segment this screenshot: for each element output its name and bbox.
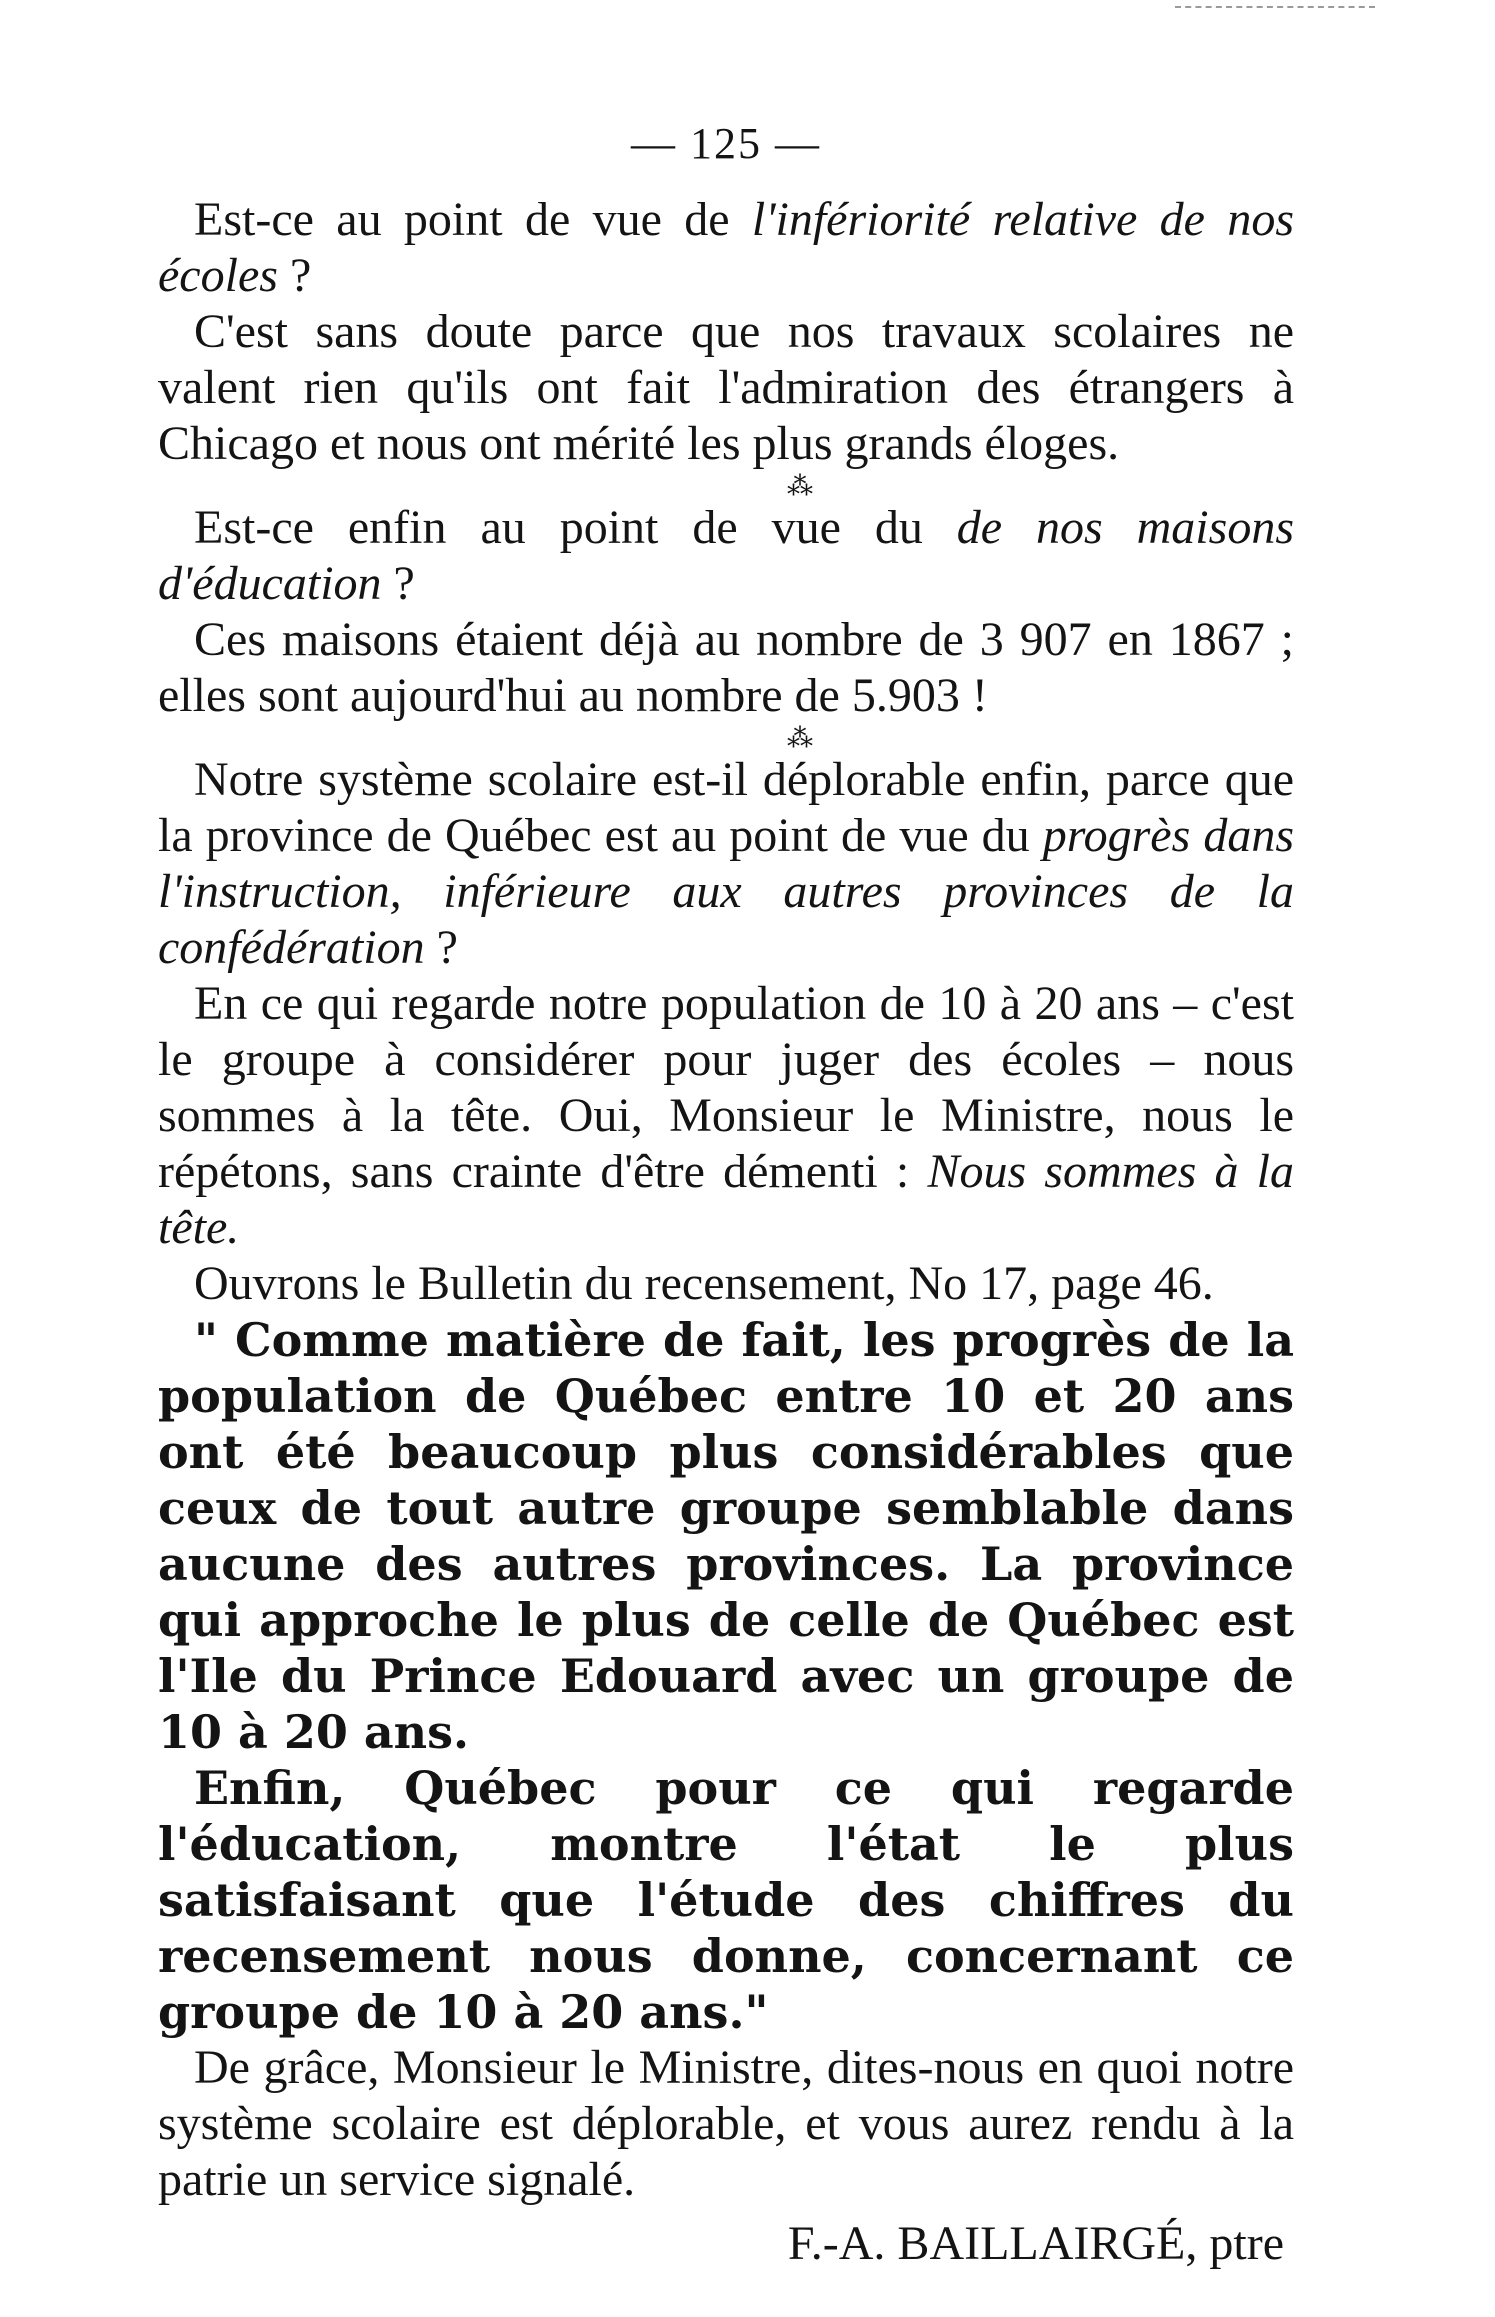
census-quotation: [158, 1312, 1294, 2040]
page-edge-mark: [1175, 0, 1375, 8]
p3-italic: de nos maisons d'éducation: [158, 501, 1295, 610]
quote-paragraph-1: " Comme matière de fait, les progrès de la population de Québec entre 10 et 20 ans ont été beaucoup plus considérables que ceux de tout autre groupe semblable dans aucune des autres provinces. La province qui approche le plus de celle de Québec est l'Ile du Prince Edouard avec un groupe de 10 à 20 ans.: [158, 1313, 1294, 1759]
p1-italic: l'infériorité relative de nos écoles: [158, 193, 1294, 302]
p3-end: ?: [381, 557, 415, 610]
p5-italic: progrès dans l'instruction, inférieure aux autres provinces de la confédération: [158, 809, 1294, 974]
text-column: [158, 118, 1294, 2274]
paragraph-question-progres: [158, 752, 1294, 976]
paragraph-maisons-count: Ces maisons étaient déjà au nombre de 3 907 en 1867 ; elles sont aujourd'hui au nombre de 5.903 !: [158, 613, 1294, 722]
p1-end: ?: [277, 249, 312, 302]
paragraph-chicago: C'est sans doute parce que nos travaux scolaires ne valent rien qu'ils ont fait l'admiration des étrangers à Chicago et nous ont mérité les plus grands éloges.: [158, 305, 1294, 470]
paragraph-population: [158, 976, 1294, 1256]
asterism-separator: ⁂: [787, 472, 815, 501]
signature: F.-A. BAILLAIRGÉ, ptre: [787, 2217, 1284, 2270]
paragraph-question-inferiority: [158, 192, 1294, 304]
p6-text: En ce qui regarde notre population de 10 à 20 ans – c'est le groupe à considérer pour juger des écoles – nous sommes à la tête. Oui, Monsieur le Ministre, nous le répétons, sans crainte d'être démenti :: [158, 977, 1294, 1198]
page-number: — 125 —: [631, 119, 821, 168]
p5-text: Notre système scolaire est-il déplorable enfin, parce que la province de Québec est au point de vue du: [158, 753, 1294, 862]
paragraph-bulletin: Ouvrons le Bulletin du recensement, No 17, page 46.: [194, 1257, 1214, 1310]
p5-end: ?: [424, 921, 458, 974]
quote-paragraph-2: Enfin, Québec pour ce qui regarde l'éducation, montre l'état le plus satisfaisant que l'étude des chiffres du recensement nous donne, concernant ce groupe de 10 à 20 ans.": [158, 1761, 1294, 2039]
p1-text: Est-ce au point de vue de: [194, 193, 752, 246]
p3-text: Est-ce enfin au point de vue du: [194, 501, 957, 554]
p6-italic: Nous sommes à la tête.: [158, 1145, 1294, 1254]
asterism-separator: ⁂: [787, 724, 815, 753]
paragraph-closing: De grâce, Monsieur le Ministre, dites-nous en quoi notre système scolaire est déplorable, et vous aurez rendu à la patrie un service signalé.: [158, 2041, 1294, 2206]
paragraph-question-maisons: [158, 500, 1294, 612]
